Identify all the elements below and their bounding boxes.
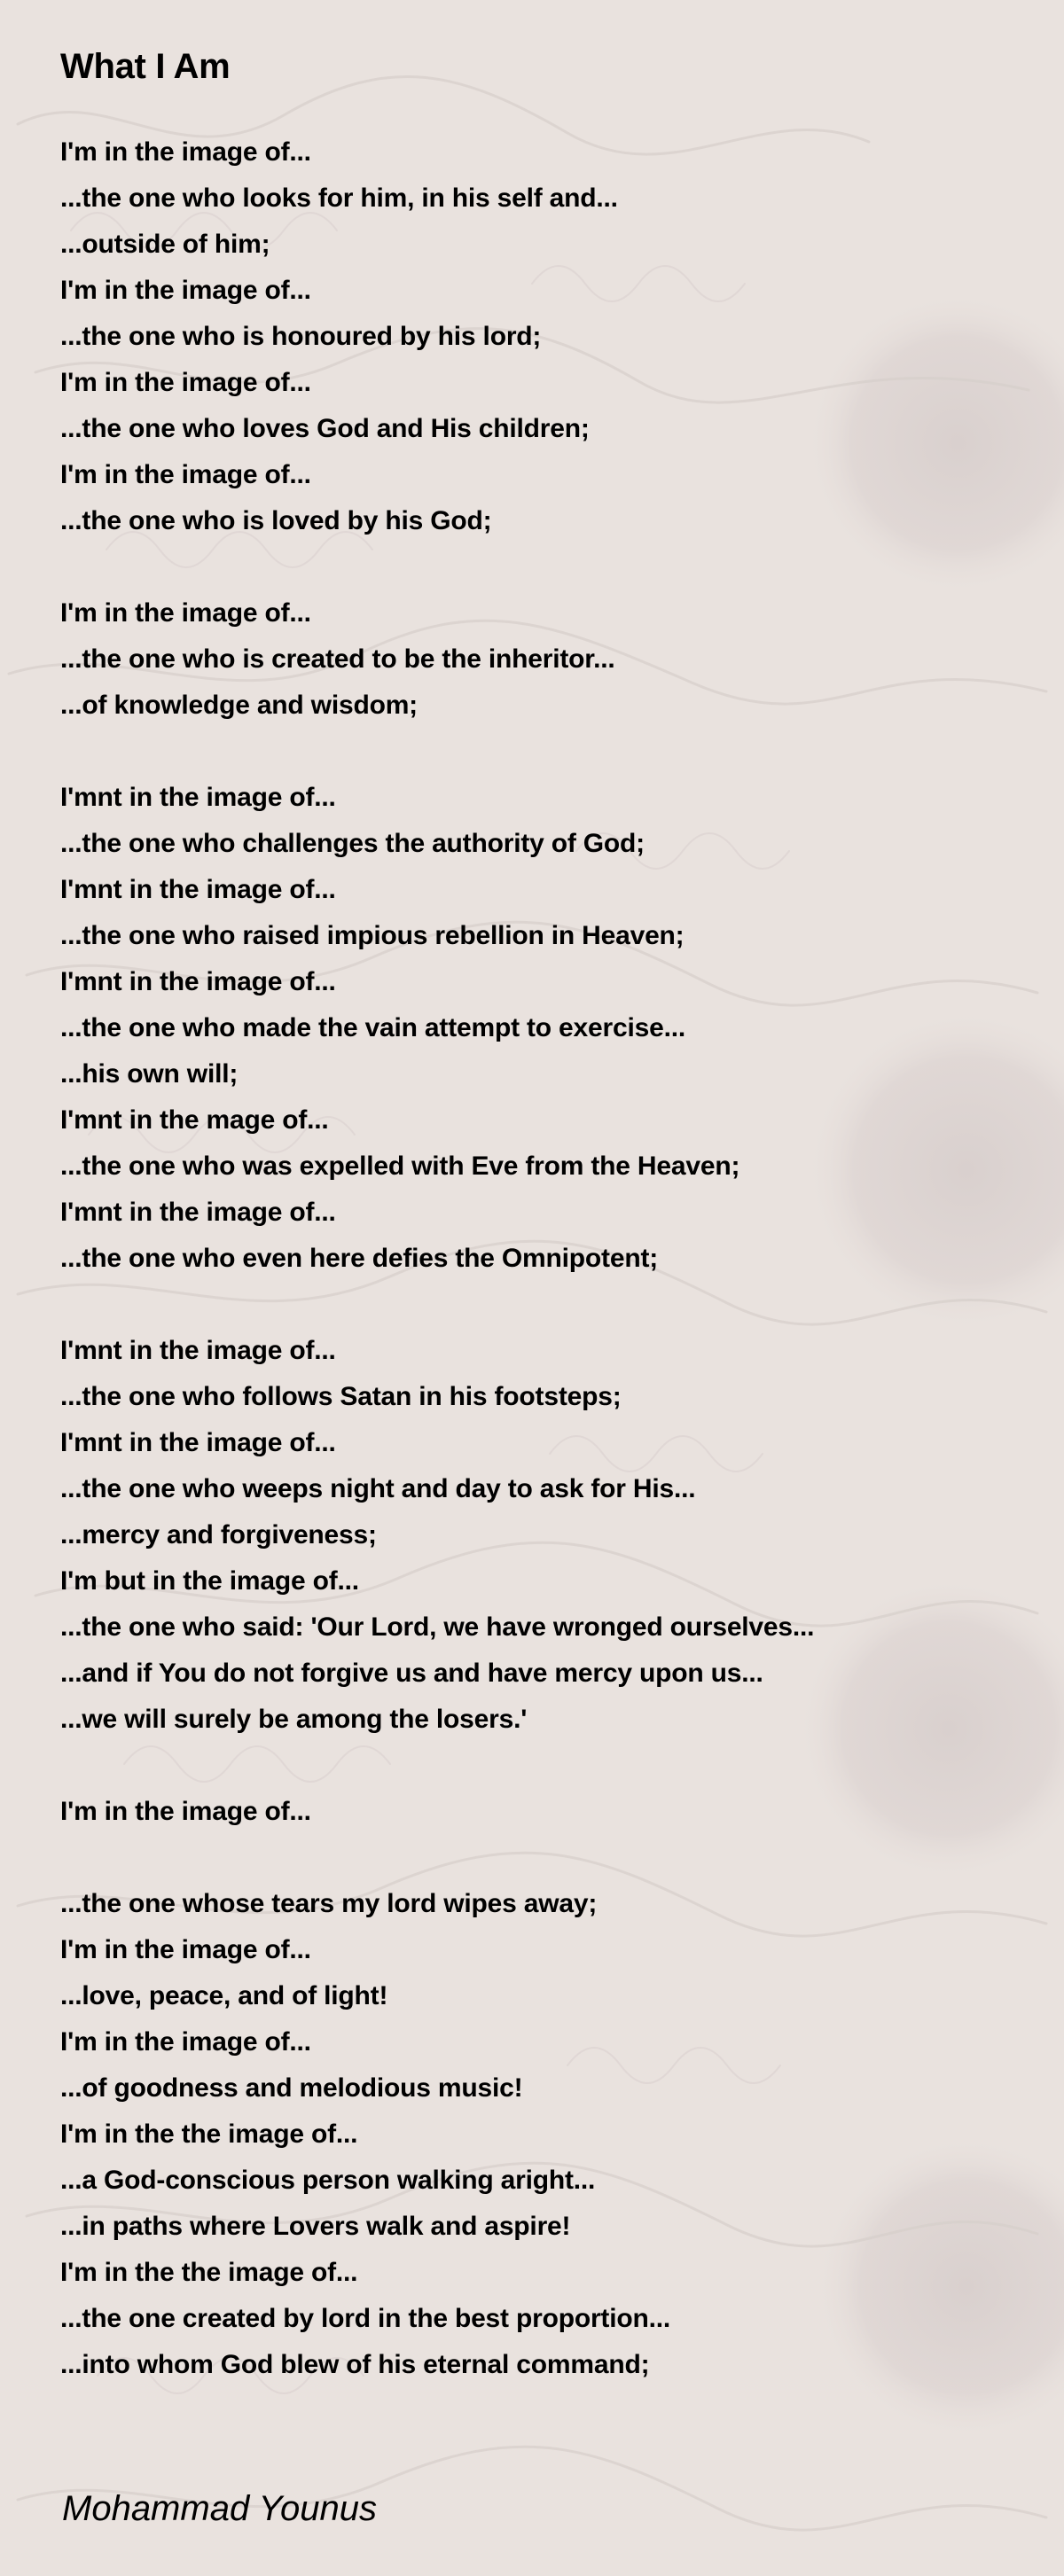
poem-line: ...the one who made the vain attempt to exercise... [60, 1013, 685, 1042]
poem-line: ...the one who challenges the authority of God; [60, 829, 645, 858]
stanza-break [60, 544, 1064, 590]
poem-line: ...the one who is loved by his God; [60, 506, 492, 535]
poem-line: ...outside of him; [60, 230, 270, 259]
poem-line: I'm in the the image of... [60, 2258, 358, 2287]
poem-line: ...a God-conscious person walking aright... [60, 2166, 596, 2195]
poem-line: I'mnt in the image of... [60, 967, 336, 996]
poem-author: Mohammad Younus [62, 2489, 378, 2528]
poem-line: I'm but in the image of... [60, 1566, 359, 1596]
poem-line: ...we will surely be among the losers.' [60, 1705, 528, 1734]
poem-line: ...the one who said: 'Our Lord, we have wronged ourselves... [60, 1612, 815, 1642]
poem-line: I'mnt in the image of... [60, 1198, 336, 1227]
poem-line: ...the one who is created to be the inheritor... [60, 644, 615, 674]
poem-line: I'mnt in the image of... [60, 1428, 336, 1457]
stanza-break [60, 729, 1064, 775]
poem-line: I'm in the image of... [60, 276, 311, 305]
poem-line: ...the one who even here defies the Omnipotent; [60, 1244, 659, 1273]
poem-line: ...mercy and forgiveness; [60, 1520, 377, 1550]
poem-line: ...the one created by lord in the best proportion... [60, 2304, 670, 2333]
poem-line: ...the one who looks for him, in his self and... [60, 183, 618, 213]
poem-line: ...of goodness and melodious music! [60, 2073, 523, 2103]
stanza-break [60, 1835, 1064, 1881]
poem-line: ...in paths where Lovers walk and aspire! [60, 2212, 571, 2241]
poem-line: I'mnt in the image of... [60, 1336, 336, 1365]
poem-line: I'mnt in the mage of... [60, 1105, 329, 1135]
poem-line: I'mnt in the image of... [60, 783, 336, 812]
poem-line: ...the one who loves God and His children; [60, 414, 590, 443]
poem-line: ...the one whose tears my lord wipes away; [60, 1889, 598, 1918]
poem-line: I'm in the image of... [60, 368, 311, 397]
poem-line: ...his own will; [60, 1059, 239, 1089]
poem-line: ...the one who is honoured by his lord; [60, 322, 542, 351]
poem-line: ...the one who raised impious rebellion in Heaven; [60, 921, 685, 950]
poem-line: I'mnt in the image of... [60, 875, 336, 904]
poem-body [60, 129, 1064, 2388]
stanza-break [60, 1743, 1064, 1789]
poem-line: I'm in the image of... [60, 1797, 311, 1826]
poem-line: I'm in the the image of... [60, 2119, 358, 2149]
poem-line: ...the one who was expelled with Eve from the Heaven; [60, 1151, 740, 1181]
stanza-break [60, 1282, 1064, 1328]
poem-line: ...and if You do not forgive us and have mercy upon us... [60, 1659, 763, 1688]
poem-line: I'm in the image of... [60, 598, 311, 628]
poem-title: What I Am [60, 47, 231, 86]
poem-line: I'm in the image of... [60, 460, 311, 489]
poem-line: ...the one who weeps night and day to ask for His... [60, 1474, 696, 1503]
poem-line: ...love, peace, and of light! [60, 1981, 388, 2010]
poem-line: I'm in the image of... [60, 2027, 311, 2057]
poem-line: ...into whom God blew of his eternal command; [60, 2350, 650, 2379]
poem-line: I'm in the image of... [60, 1935, 311, 1964]
poem-line: I'm in the image of... [60, 137, 311, 167]
poem-line: ...of knowledge and wisdom; [60, 691, 418, 720]
poem-line: ...the one who follows Satan in his footsteps; [60, 1382, 622, 1411]
